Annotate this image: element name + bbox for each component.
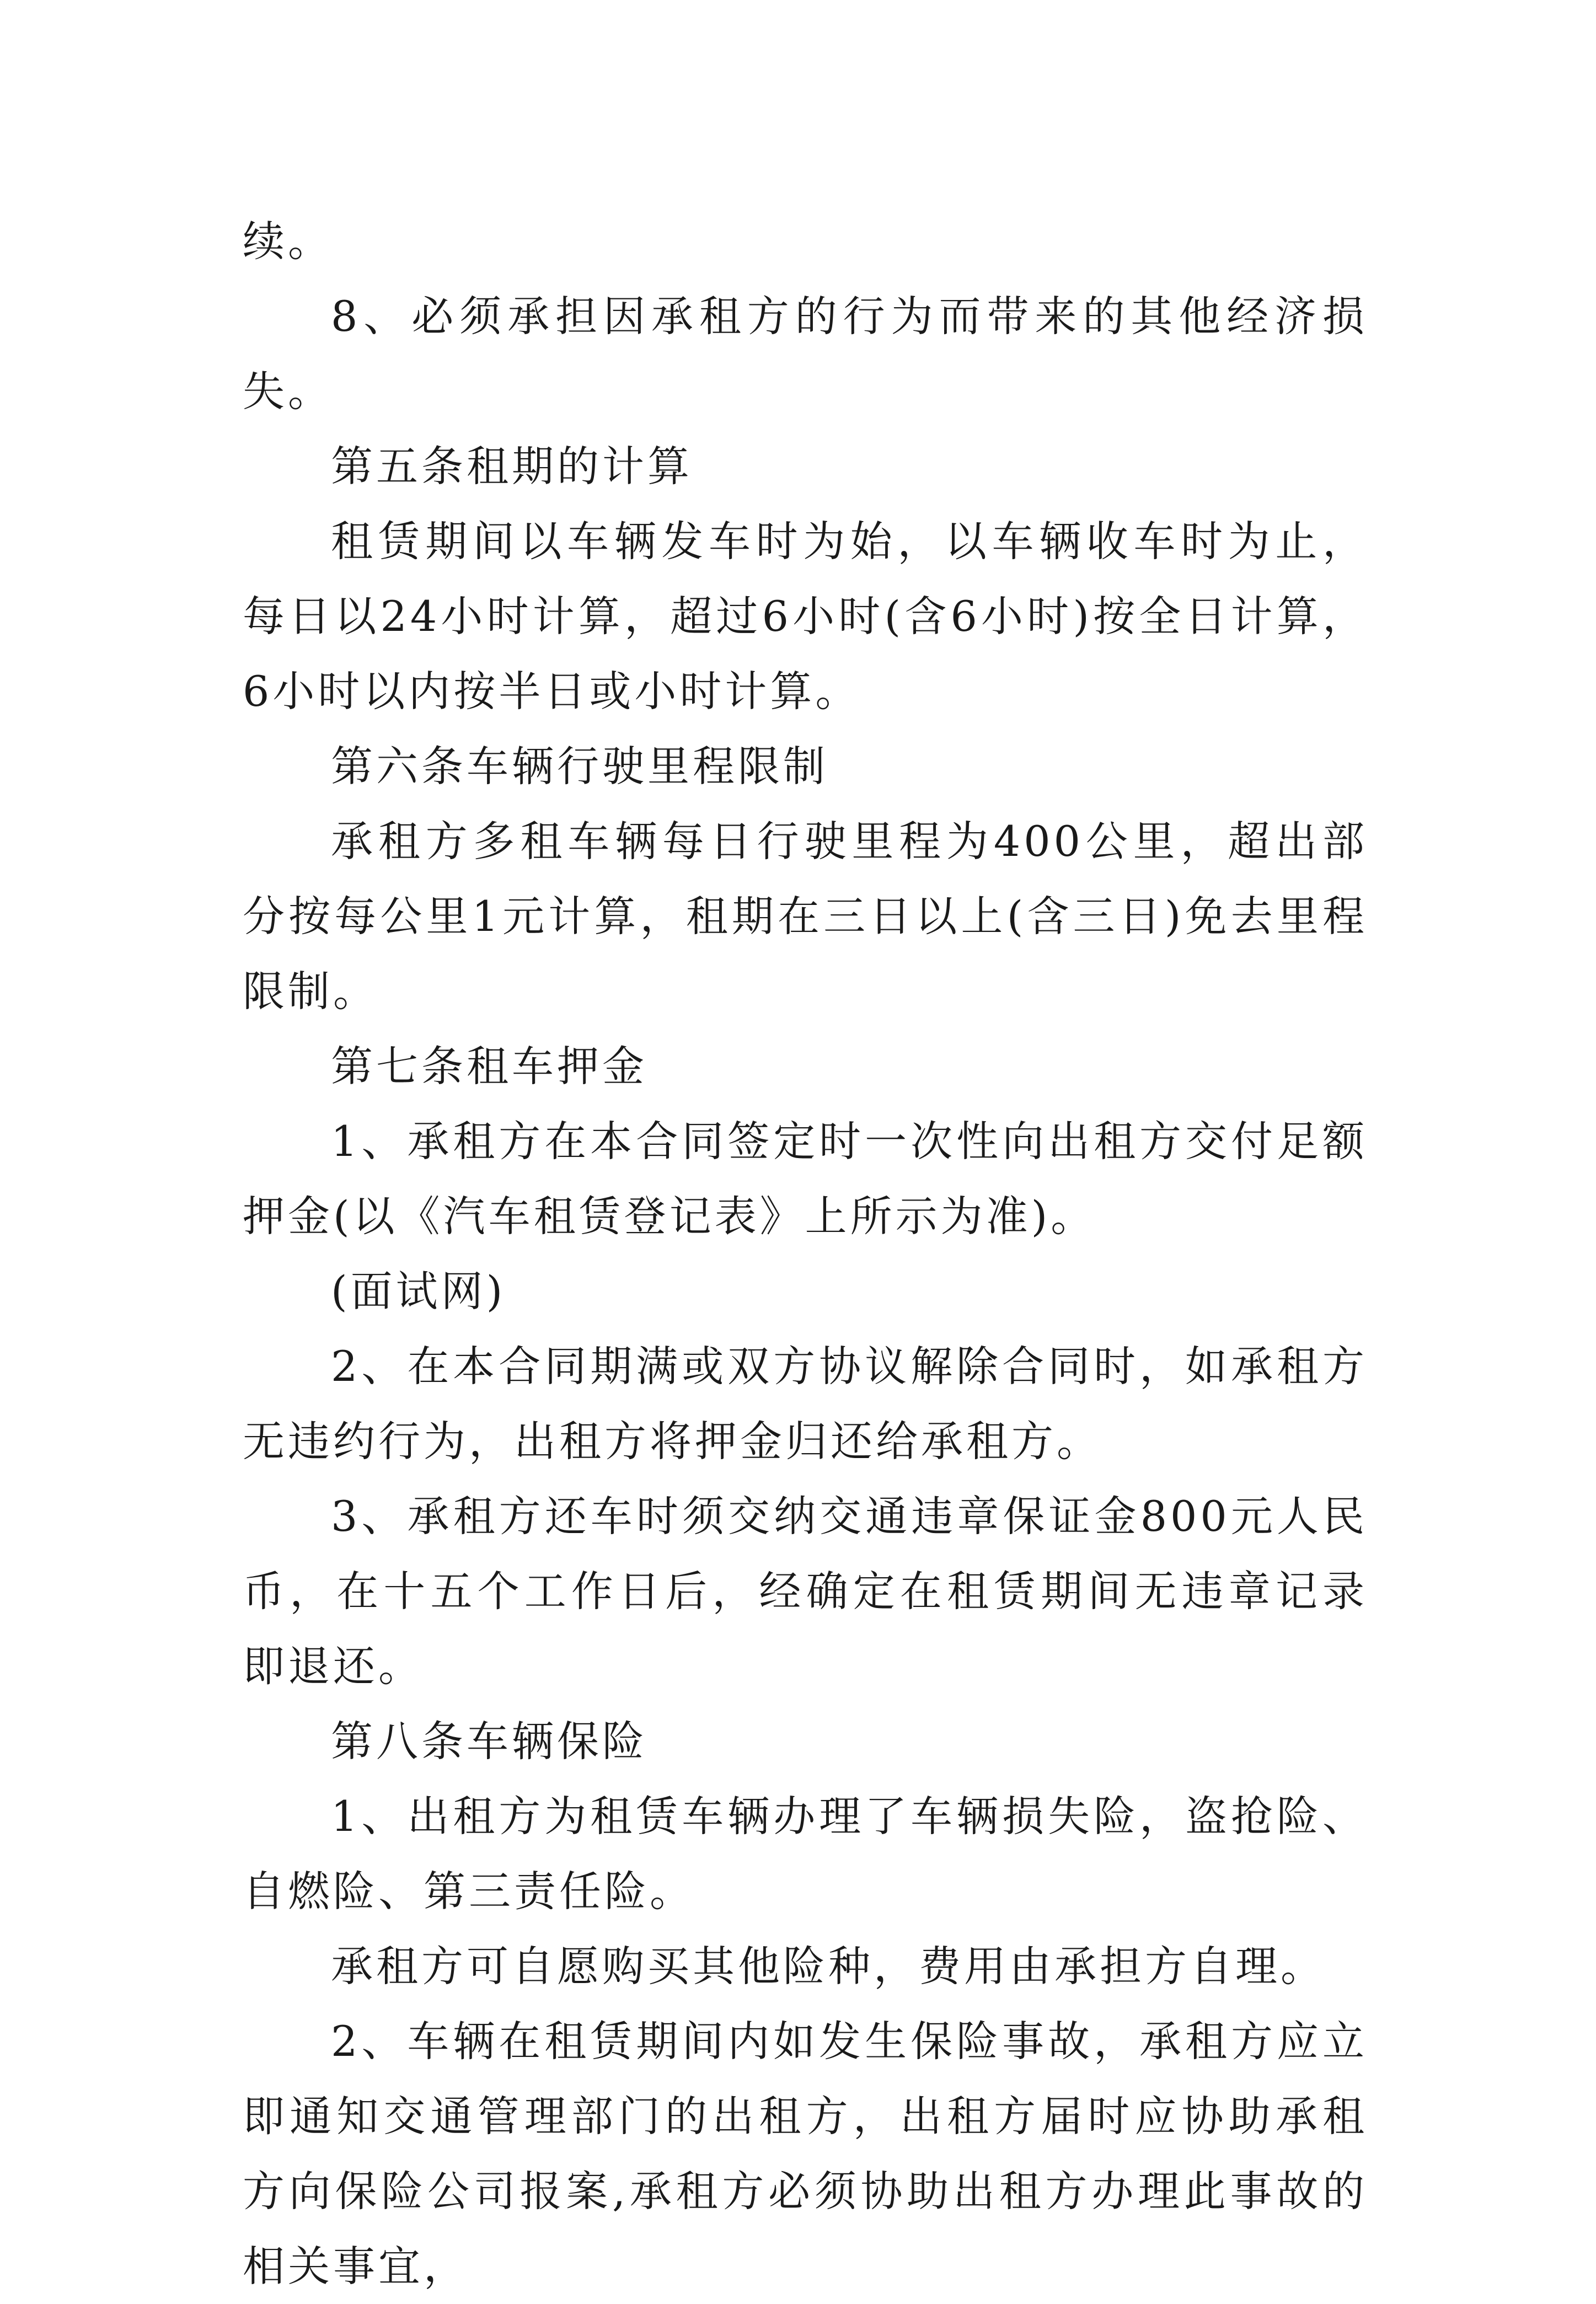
paragraph-lease-term: 租赁期间以车辆发车时为始，以车辆收车时为止，每日以24小时计算，超过6小时(含6小时)按全日计算，6小时以内按半日或小时计算。	[243, 517, 1368, 716]
section-heading-6: 第六条车辆行驶里程限制	[331, 742, 828, 791]
paragraph-deposit-2: 2、在本合同期满或双方协议解除合同时，如承租方无违约行为，出租方将押金归还给承租方。	[243, 1342, 1368, 1466]
paragraph-deposit-1: 1、承租方在本合同签定时一次性向出租方交付足额押金(以《汽车租赁登记表》上所示为准)。	[243, 1117, 1368, 1241]
section-heading-7: 第七条租车押金	[331, 1042, 647, 1091]
paragraph-item-8: 8、必须承担因承租方的行为而带来的其他经济损失。	[243, 292, 1368, 416]
paragraph-insurance-1: 1、出租方为租赁车辆办理了车辆损失险，盗抢险、自燃险、第三责任险。	[243, 1792, 1368, 1916]
section-heading-5: 第五条租期的计算	[331, 442, 693, 491]
paragraph-mileage-limit: 承租方多租车辆每日行驶里程为400公里，超出部分按每公里1元计算，租期在三日以上(含三日)免去里程限制。	[243, 817, 1368, 1016]
paragraph-continuation: 续。	[243, 217, 333, 266]
document-body	[243, 204, 1368, 2304]
paragraph-source-note: (面试网)	[331, 1267, 506, 1316]
paragraph-insurance-optional: 承租方可自愿购买其他险种，费用由承担方自理。	[331, 1942, 1326, 1991]
paragraph-deposit-3: 3、承租方还车时须交纳交通违章保证金800元人民币，在十五个工作日后，经确定在租赁期间无违章记录即退还。	[243, 1492, 1368, 1691]
section-heading-8: 第八条车辆保险	[331, 1717, 647, 1766]
paragraph-insurance-2: 2、车辆在租赁期间内如发生保险事故，承租方应立即通知交通管理部门的出租方，出租方届时应协助承租方向保险公司报案,承租方必须协助出租方办理此事故的相关事宜，	[243, 2017, 1368, 2291]
